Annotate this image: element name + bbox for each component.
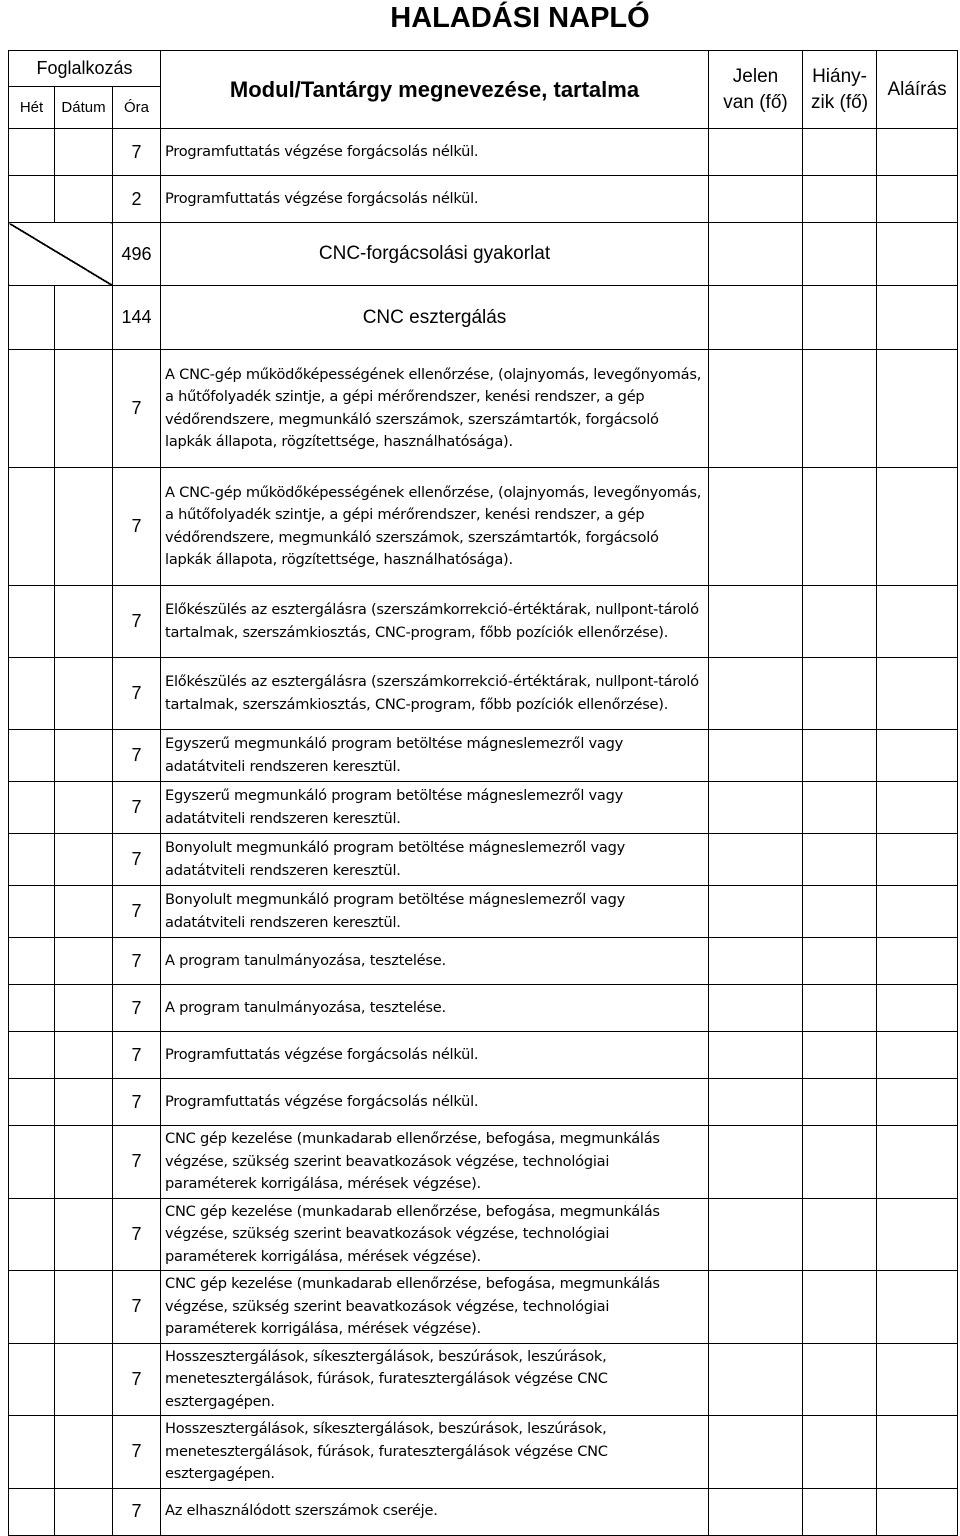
cell-hiany: [803, 586, 877, 658]
cell-hours: 7: [113, 834, 161, 886]
table-row: [9, 350, 958, 468]
cell-description: Programfuttatás végzése forgácsolás nélkül.: [161, 176, 709, 223]
cell-description: CNC gép kezelése (munkadarab ellenőrzése, befogása, megmunkálás végzése, szükség szerint beavatkozások végzése, technológiai paraméterek korrigálása, mérések végzése).: [161, 1198, 709, 1271]
cell-datum: [55, 1343, 113, 1416]
table-row: [9, 129, 958, 176]
cell-hiany: [803, 286, 877, 350]
cell-hiany: [803, 782, 877, 834]
cell-description: CNC gép kezelése (munkadarab ellenőrzése, befogása, megmunkálás végzése, szükség szerint beavatkozások végzése, technológiai paraméterek korrigálása, mérések végzése).: [161, 1271, 709, 1344]
cell-hours: 7: [113, 468, 161, 586]
section-row-module: [9, 223, 958, 286]
cell-alairas: [877, 223, 958, 286]
cell-hours: 7: [113, 586, 161, 658]
cell-datum: [55, 129, 113, 176]
cell-jelen: [709, 586, 803, 658]
cell-datum: [55, 1126, 113, 1199]
table-row: [9, 1271, 958, 1344]
cell-jelen: [709, 658, 803, 730]
cell-het: [9, 1079, 55, 1126]
section-row-subject: [9, 286, 958, 350]
cell-description: Hosszesztergálások, síkesztergálások, beszúrások, leszúrások, menetesztergálások, fúrások, furatesztergálások végzése CNC esztergagépen.: [161, 1416, 709, 1489]
section-title: CNC-forgácsolási gyakorlat: [161, 223, 709, 286]
cell-alairas: [877, 1416, 958, 1489]
cell-jelen: [709, 176, 803, 223]
cell-hours: 7: [113, 129, 161, 176]
cell-het: [9, 782, 55, 834]
cell-description: Az elhasználódott szerszámok cseréje.: [161, 1488, 709, 1535]
cell-hours: 7: [113, 985, 161, 1032]
cell-description: Bonyolult megmunkáló program betöltése mágneslemezről vagy adatátviteli rendszeren keresztül.: [161, 834, 709, 886]
cell-het: [9, 658, 55, 730]
cell-hours: 144: [113, 286, 161, 350]
header-main: Modul/Tantárgy megnevezése, tartalma: [161, 51, 709, 129]
cell-description: Programfuttatás végzése forgácsolás nélkül.: [161, 129, 709, 176]
table-row: [9, 1416, 958, 1489]
table-row: [9, 586, 958, 658]
cell-description: Bonyolult megmunkáló program betöltése mágneslemezről vagy adatátviteli rendszeren keresztül.: [161, 886, 709, 938]
cell-datum: [55, 985, 113, 1032]
cell-het: [9, 468, 55, 586]
cell-hours: 7: [113, 1198, 161, 1271]
cell-jelen: [709, 938, 803, 985]
cell-hours: 7: [113, 1126, 161, 1199]
cell-datum: [55, 1416, 113, 1489]
table-row: [9, 985, 958, 1032]
table-row: [9, 1488, 958, 1535]
cell-hiany: [803, 985, 877, 1032]
cell-hours: 7: [113, 1079, 161, 1126]
table-row: [9, 938, 958, 985]
table-row: [9, 658, 958, 730]
cell-jelen: [709, 834, 803, 886]
cell-datum: [55, 1271, 113, 1344]
cell-datum: [55, 834, 113, 886]
cell-het: [9, 176, 55, 223]
cell-datum: [55, 1198, 113, 1271]
header-datum: Dátum: [55, 87, 113, 129]
cell-datum: [55, 658, 113, 730]
cell-hours: 7: [113, 658, 161, 730]
header-het: Hét: [9, 87, 55, 129]
cell-jelen: [709, 1126, 803, 1199]
cell-alairas: [877, 129, 958, 176]
cell-datum: [55, 1079, 113, 1126]
cell-jelen: [709, 985, 803, 1032]
cell-datum: [55, 176, 113, 223]
cell-jelen: [709, 350, 803, 468]
table-row: [9, 886, 958, 938]
cell-jelen: [709, 129, 803, 176]
cell-hiany: [803, 834, 877, 886]
cell-hours: 7: [113, 1271, 161, 1344]
cell-het: [9, 129, 55, 176]
cell-alairas: [877, 985, 958, 1032]
cell-jelen: [709, 1032, 803, 1079]
cell-het: [9, 938, 55, 985]
cell-datum: [55, 782, 113, 834]
cell-alairas: [877, 1198, 958, 1271]
table-row: [9, 834, 958, 886]
cell-alairas: [877, 886, 958, 938]
cell-description: Egyszerű megmunkáló program betöltése mágneslemezről vagy adatátviteli rendszeren keresztül.: [161, 730, 709, 782]
cell-description: Programfuttatás végzése forgácsolás nélkül.: [161, 1079, 709, 1126]
cell-het: [9, 886, 55, 938]
table-row: [9, 1126, 958, 1199]
cell-het: [9, 1343, 55, 1416]
cell-het: [9, 586, 55, 658]
cell-het: [9, 730, 55, 782]
cell-hours: 496: [113, 223, 161, 286]
cell-hours: 7: [113, 886, 161, 938]
cell-hiany: [803, 658, 877, 730]
cell-alairas: [877, 834, 958, 886]
cell-alairas: [877, 658, 958, 730]
cell-hours: 2: [113, 176, 161, 223]
cell-description: Egyszerű megmunkáló program betöltése mágneslemezről vagy adatátviteli rendszeren keresztül.: [161, 782, 709, 834]
cell-alairas: [877, 938, 958, 985]
cell-jelen: [709, 1488, 803, 1535]
cell-hiany: [803, 1343, 877, 1416]
cell-het: [9, 286, 55, 350]
cell-hiany: [803, 1271, 877, 1344]
cell-het: [9, 1271, 55, 1344]
cell-hiany: [803, 938, 877, 985]
cell-datum: [55, 586, 113, 658]
cell-het: [9, 1488, 55, 1535]
cell-het: [9, 1416, 55, 1489]
header-jelen-van: [709, 51, 803, 129]
header-ora: Óra: [113, 87, 161, 129]
cell-hours: 7: [113, 1343, 161, 1416]
cell-jelen: [709, 1079, 803, 1126]
cell-jelen: [709, 730, 803, 782]
cell-alairas: [877, 1032, 958, 1079]
cell-hiany: [803, 1198, 877, 1271]
cell-hours: 7: [113, 938, 161, 985]
cell-description: Programfuttatás végzése forgácsolás nélkül.: [161, 1032, 709, 1079]
cell-datum: [55, 350, 113, 468]
cell-alairas: [877, 586, 958, 658]
header-jelen-van-text: Jelen van (fő): [723, 65, 788, 113]
cell-jelen: [709, 1271, 803, 1344]
cell-hiany: [803, 1416, 877, 1489]
cell-description: A program tanulmányozása, tesztelése.: [161, 985, 709, 1032]
cell-description: Előkészülés az esztergálásra (szerszámkorrekció-értéktárak, nullpont-tároló tartalmak, szerszámkiosztás, CNC-program, főbb pozíciók ellenőrzése).: [161, 586, 709, 658]
cell-hiany: [803, 1488, 877, 1535]
cell-description: Hosszesztergálások, síkesztergálások, beszúrások, leszúrások, menetesztergálások, fúrások, furatesztergálások végzése CNC esztergagépen.: [161, 1343, 709, 1416]
cell-alairas: [877, 1126, 958, 1199]
header-alairas: Aláírás: [877, 51, 958, 129]
table-row: [9, 176, 958, 223]
cell-jelen: [709, 782, 803, 834]
cell-alairas: [877, 1079, 958, 1126]
cell-datum: [55, 468, 113, 586]
cell-hiany: [803, 886, 877, 938]
table-row: [9, 730, 958, 782]
cell-hiany: [803, 730, 877, 782]
table-row: [9, 1032, 958, 1079]
cell-hiany: [803, 1079, 877, 1126]
cell-het: [9, 834, 55, 886]
cell-het: [9, 1198, 55, 1271]
cell-hours: 7: [113, 1416, 161, 1489]
cell-datum: [55, 730, 113, 782]
cell-alairas: [877, 1343, 958, 1416]
table-row: [9, 1198, 958, 1271]
cell-hours: 7: [113, 730, 161, 782]
cell-het: [9, 1032, 55, 1079]
cell-hiany: [803, 350, 877, 468]
cell-jelen: [709, 468, 803, 586]
cell-jelen: [709, 886, 803, 938]
cell-datum: [55, 886, 113, 938]
table-row: [9, 1079, 958, 1126]
cell-hiany: [803, 223, 877, 286]
cell-description: CNC gép kezelése (munkadarab ellenőrzése, befogása, megmunkálás végzése, szükség szerint beavatkozások végzése, technológiai paraméterek korrigálása, mérések végzése).: [161, 1126, 709, 1199]
section-title: CNC esztergálás: [161, 286, 709, 350]
cell-jelen: [709, 286, 803, 350]
cell-hiany: [803, 1032, 877, 1079]
cell-datum: [55, 938, 113, 985]
cell-hours: 7: [113, 1488, 161, 1535]
header-hianyzik: [803, 51, 877, 129]
cell-alairas: [877, 1488, 958, 1535]
cell-datum: [55, 1488, 113, 1535]
cell-alairas: [877, 176, 958, 223]
cell-jelen: [709, 223, 803, 286]
cell-alairas: [877, 286, 958, 350]
cell-alairas: [877, 782, 958, 834]
cell-description: A CNC-gép működőképességének ellenőrzése, (olajnyomás, levegőnyomás, a hűtőfolyadék szintje, a gépi mérőrendszer, kenési rendszer, a gép védőrendszere, megmunkáló szerszámok, szerszámtartók, forgácsoló lapkák állapota, rögzítettsége, használhatósága).: [161, 468, 709, 586]
cell-het: [9, 1126, 55, 1199]
cell-description: A program tanulmányozása, tesztelése.: [161, 938, 709, 985]
cell-jelen: [709, 1343, 803, 1416]
cell-alairas: [877, 730, 958, 782]
cell-hiany: [803, 176, 877, 223]
cell-alairas: [877, 1271, 958, 1344]
header-hianyzik-text: Hiány-zik (fő): [811, 65, 869, 113]
header-row-top: [9, 51, 958, 87]
table-row: [9, 782, 958, 834]
progress-log-table: [8, 50, 958, 1536]
cell-hours: 7: [113, 782, 161, 834]
cell-hours: 7: [113, 350, 161, 468]
table-row: [9, 468, 958, 586]
header-foglalkozas: Foglalkozás: [9, 51, 161, 87]
cell-hiany: [803, 468, 877, 586]
cell-description: A CNC-gép működőképességének ellenőrzése, (olajnyomás, levegőnyomás, a hűtőfolyadék szintje, a gépi mérőrendszer, kenési rendszer, a gép védőrendszere, megmunkáló szerszámok, szerszámtartók, forgácsoló lapkák állapota, rögzítettsége, használhatósága).: [161, 350, 709, 468]
cell-alairas: [877, 468, 958, 586]
cell-het: [9, 350, 55, 468]
cell-jelen: [709, 1416, 803, 1489]
page-title: HALADÁSI NAPLÓ: [390, 2, 650, 34]
cell-hiany: [803, 129, 877, 176]
table-row: [9, 1343, 958, 1416]
cell-alairas: [877, 350, 958, 468]
diagonal-strike-cell: [9, 223, 113, 286]
cell-datum: [55, 1032, 113, 1079]
cell-hours: 7: [113, 1032, 161, 1079]
cell-jelen: [709, 1198, 803, 1271]
cell-het: [9, 985, 55, 1032]
cell-description: Előkészülés az esztergálásra (szerszámkorrekció-értéktárak, nullpont-tároló tartalmak, szerszámkiosztás, CNC-program, főbb pozíciók ellenőrzése).: [161, 658, 709, 730]
cell-hiany: [803, 1126, 877, 1199]
cell-datum: [55, 286, 113, 350]
